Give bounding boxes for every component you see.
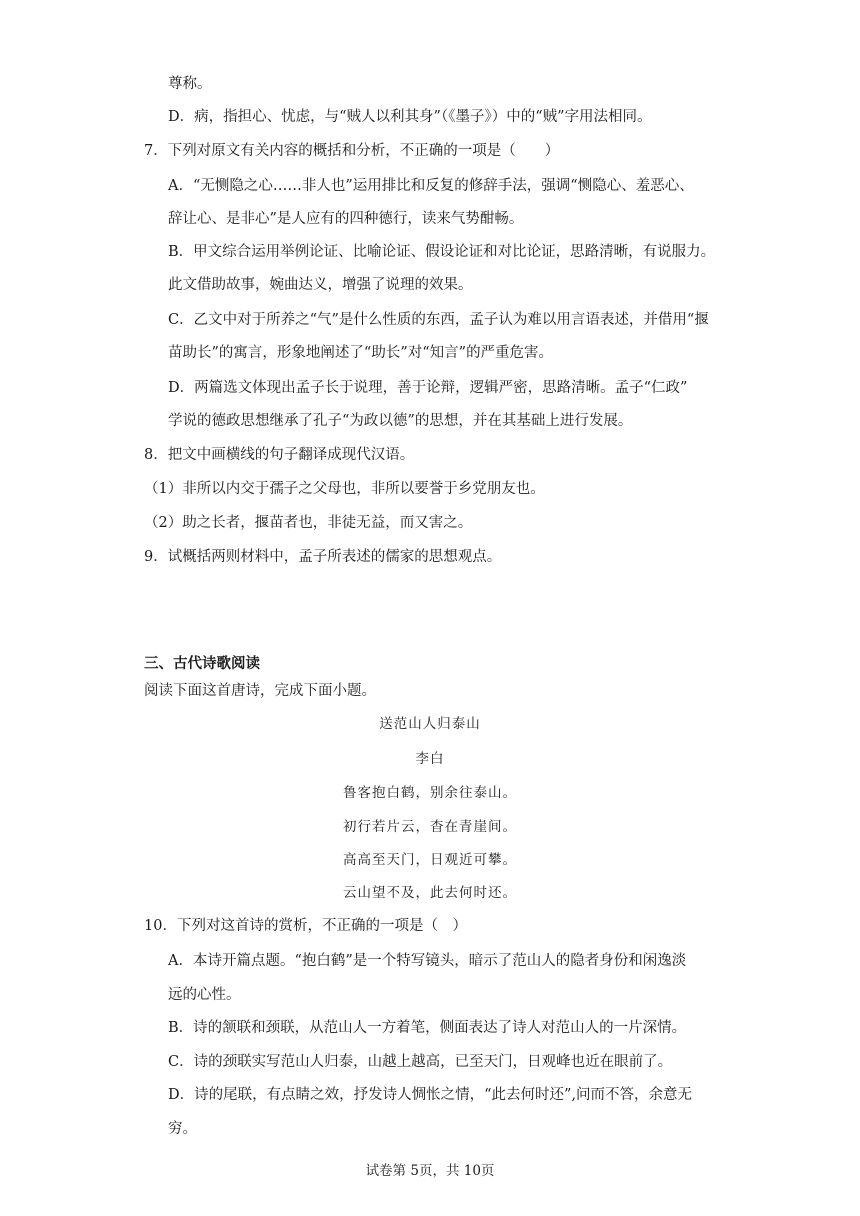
q8-stem: 8．把文中画横线的句子翻译成现代汉语。 <box>144 447 415 463</box>
q7-option-b-line1: B．甲文综合运用举例论证、比喻论证、假设论证和对比论证，思路清晰，有说服力。 <box>168 244 716 260</box>
poem-line: 初行若片云，杳在青崖间。 <box>343 819 517 835</box>
poem-line: 鲁客抱白鹤，别余往泰山。 <box>343 785 517 801</box>
q9-stem: 9．试概括两则材料中，孟子所表述的儒家的思想观点。 <box>144 549 502 565</box>
q7-option-c-line1: C．乙文中对于所养之“气”是什么性质的东西，孟子认为难以用言语表述，并借用“揠 <box>168 312 709 328</box>
poem-title: 送范山人归泰山 <box>379 716 481 732</box>
page-footer: 试卷第 5页，共 10页 <box>365 1163 495 1179</box>
q10-option-a-line1: A．本诗开篇点题。“抱白鹤”是一个特写镜头，暗示了范山人的隐者身份和闲逸淡 <box>168 953 687 969</box>
q10-option-a-line2: 远的心性。 <box>168 987 241 1003</box>
q7-option-c-line2: 苗助长”的寓言，形象地阐述了“助长”对“知言”的严重危害。 <box>168 345 554 361</box>
poem-line: 云山望不及，此去何时还。 <box>343 885 517 901</box>
q8-sentence-1: （1）非所以内交于孺子之父母也，非所以要誉于乡党朋友也。 <box>144 481 545 497</box>
poem-author: 李白 <box>415 751 445 767</box>
q6-continuation-text: 尊称。 <box>168 76 212 92</box>
q7-stem: 7．下列对原文有关内容的概括和分析，不正确的一项是（ ） <box>144 143 560 159</box>
q10-option-c: C．诗的颈联实写范山人归泰，山越上越高，已至天门，日观峰也近在眼前了。 <box>168 1054 673 1070</box>
q7-option-d-line2: 学说的德政思想继承了孔子“为政以德”的思想，并在其基础上进行发展。 <box>168 413 633 429</box>
section-intro: 阅读下面这首唐诗，完成下面小题。 <box>144 683 376 699</box>
q7-option-a-line1: A．“无恻隐之心……非人也”运用排比和反复的修辞手法，强调“恻隐心、羞恶心、 <box>168 178 694 194</box>
poem-line: 高高至天门，日观近可攀。 <box>343 852 517 868</box>
q10-option-d-line2: 穷。 <box>168 1121 197 1137</box>
q10-stem: 10．下列对这首诗的赏析，不正确的一项是（ ） <box>144 918 467 934</box>
q7-option-b-line2: 此文借助故事，婉曲达义，增强了说理的效果。 <box>168 277 473 293</box>
q6-option-d: D．病，指担心、忧虑，与“贼人以利其身”（《墨子》）中的“贼”字用法相同。 <box>168 109 652 125</box>
q8-sentence-2: （2）助之长者，揠苗者也，非徒无益，而又害之。 <box>144 515 473 531</box>
q10-option-d-line1: D．诗的尾联，有点睛之效，抒发诗人惆怅之情，“此去何时还”,问而不答，余意无 <box>168 1087 693 1103</box>
q7-option-a-line2: 辞让心、是非心”是人应有的四种德行，读来气势酣畅。 <box>168 211 524 227</box>
q10-option-b: B．诗的颔联和颈联，从范山人一方着笔，侧面表达了诗人对范山人的一片深情。 <box>168 1020 687 1036</box>
q7-option-d-line1: D．两篇选文体现出孟子长于说理，善于论辩，逻辑严密，思路清晰。孟子“仁政” <box>168 380 688 396</box>
section-heading: 三、古代诗歌阅读 <box>144 656 260 672</box>
